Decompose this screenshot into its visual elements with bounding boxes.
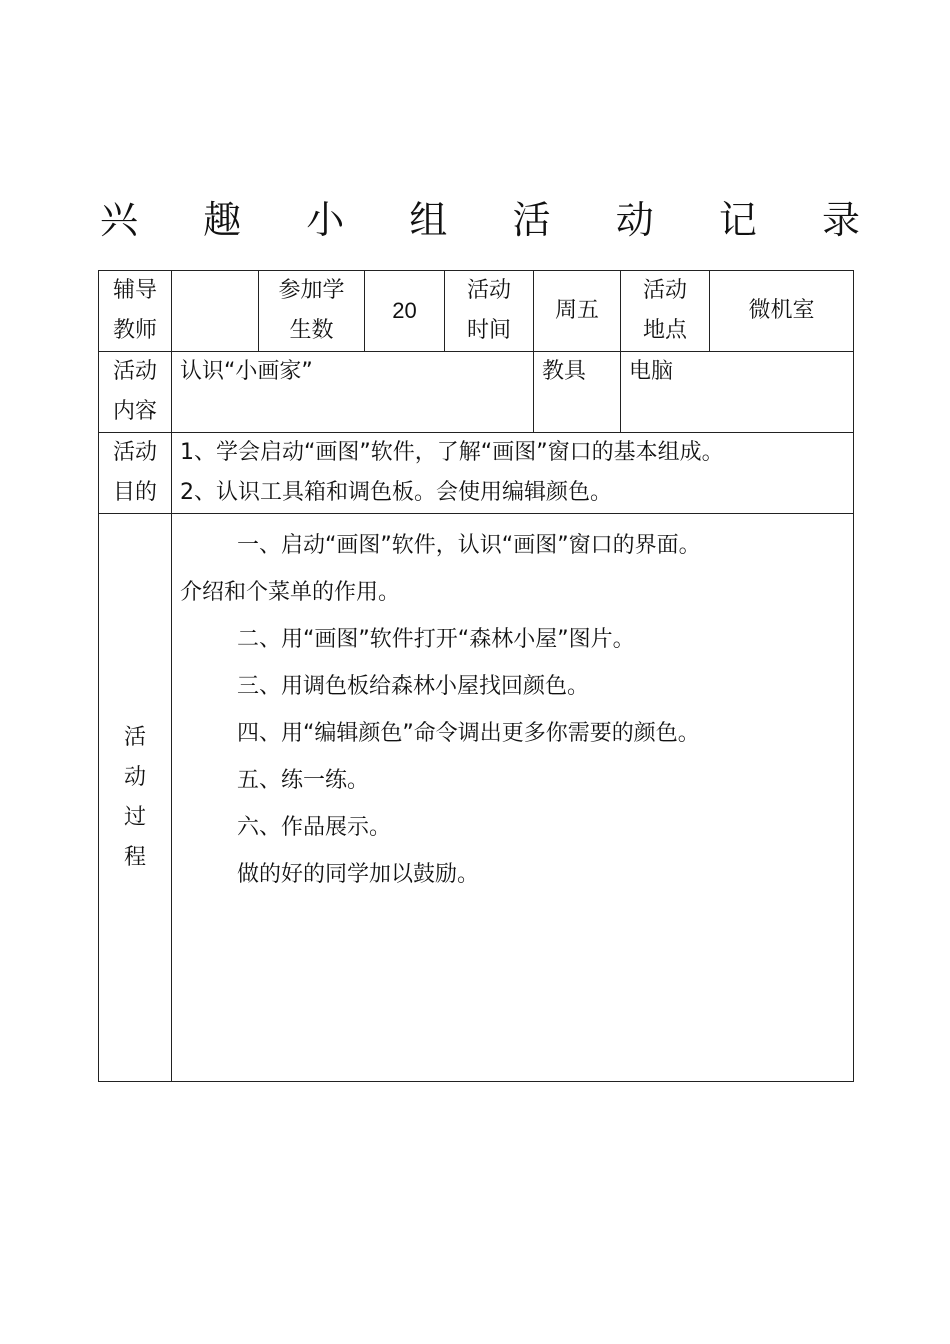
process-line: 介绍和个菜单的作用。	[180, 580, 401, 605]
process-label-char: 活	[123, 724, 146, 750]
content-label-line2: 内容	[112, 399, 157, 424]
goal-label-line1: 活动	[112, 440, 157, 465]
table-row-basic-info	[99, 271, 854, 352]
title-char: 小	[306, 197, 345, 242]
time-label-line1: 活动	[466, 278, 511, 303]
process-line: 四、用“编辑颜色”命令调出更多你需要的颜色。	[237, 721, 700, 746]
time-value-cell: 周五	[534, 271, 621, 352]
goal-label-cell	[99, 433, 172, 514]
process-label-char: 程	[123, 844, 146, 870]
activity-record-table	[98, 270, 854, 1082]
process-label-char: 过	[123, 804, 146, 830]
process-line: 五、练一练。	[237, 768, 370, 793]
table-row-process	[99, 514, 854, 1082]
process-line: 三、用调色板给森林小屋找回颜色。	[237, 674, 590, 699]
process-label-char: 动	[123, 764, 146, 790]
process-line: 一、启动“画图”软件，认识“画图”窗口的界面。	[237, 533, 701, 558]
title-char: 兴	[100, 197, 139, 242]
table-row-content	[99, 352, 854, 433]
place-value-cell: 微机室	[710, 271, 854, 352]
time-label-cell	[445, 271, 534, 352]
process-line: 做的好的同学加以鼓励。	[237, 862, 480, 887]
page-title	[100, 190, 860, 242]
goal-value-cell	[172, 433, 854, 514]
students-label-cell	[259, 271, 365, 352]
students-label-line2: 生数	[289, 318, 334, 343]
title-char: 组	[409, 197, 448, 242]
teacher-label-line2: 教师	[112, 318, 157, 343]
title-char: 活	[512, 197, 551, 242]
goal-line-2: 2、认识工具箱和调色板。会使用编辑颜色。	[180, 480, 612, 505]
teacher-label-line1: 辅导	[112, 278, 157, 303]
goal-line-1: 1、学会启动“画图”软件，了解“画图”窗口的基本组成。	[180, 440, 724, 465]
teacher-label-cell	[99, 271, 172, 352]
process-content-cell	[172, 514, 854, 1082]
tools-value-cell: 电脑	[621, 352, 854, 433]
time-label-line2: 时间	[466, 318, 511, 343]
title-char: 记	[718, 197, 757, 242]
teacher-value-cell	[172, 271, 259, 352]
title-char: 录	[821, 197, 860, 242]
content-label-cell	[99, 352, 172, 433]
tools-label-cell: 教具	[534, 352, 621, 433]
place-label-line1: 活动	[642, 278, 687, 303]
students-value-cell: 20	[365, 271, 445, 352]
content-value-cell: 认识“小画家”	[172, 352, 534, 433]
title-char: 动	[615, 197, 654, 242]
table-row-goal	[99, 433, 854, 514]
process-label-cell	[99, 514, 172, 1082]
place-label-line2: 地点	[642, 318, 687, 343]
students-label-line1: 参加学	[278, 278, 345, 303]
process-line: 二、用“画图”软件打开“森林小屋”图片。	[237, 627, 635, 652]
content-label-line1: 活动	[112, 359, 157, 384]
process-line: 六、作品展示。	[237, 815, 392, 840]
place-label-cell	[621, 271, 710, 352]
goal-label-line2: 目的	[112, 480, 157, 505]
title-char: 趣	[203, 197, 242, 242]
